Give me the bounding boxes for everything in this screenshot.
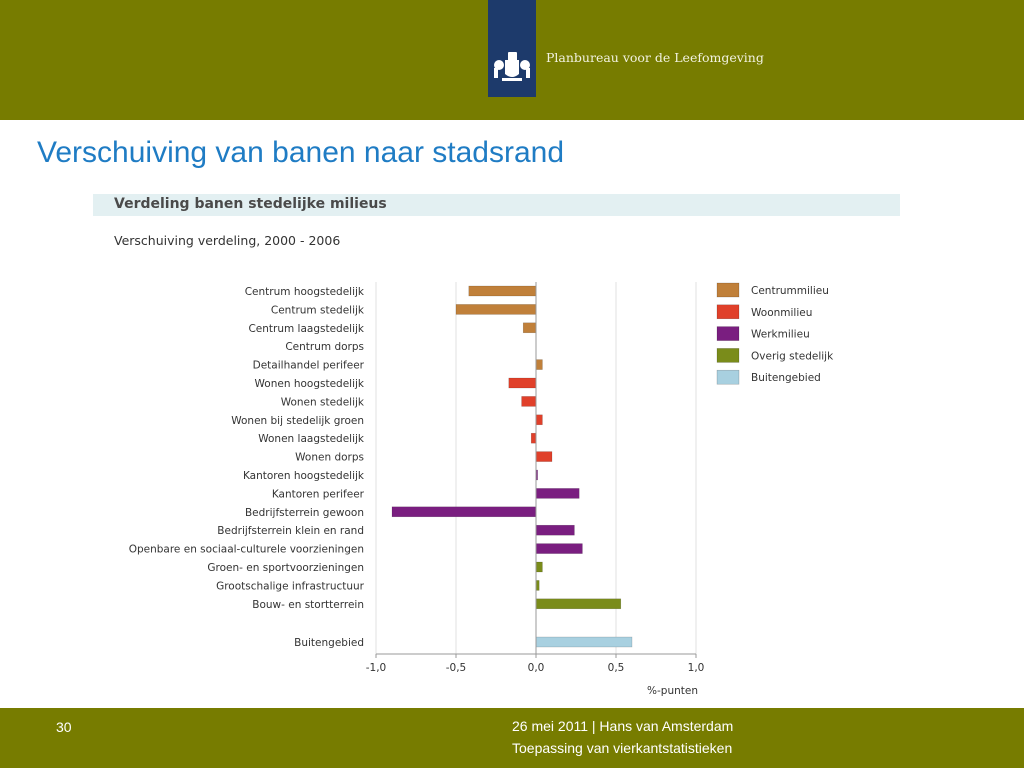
category-label: Wonen hoogstedelijk <box>254 378 364 390</box>
footer-presentation-title: Toepassing van vierkantstatistieken <box>512 740 733 756</box>
bar <box>469 286 536 296</box>
category-label: Bedrijfsterrein klein en rand <box>217 525 364 538</box>
x-tick-label: 0,0 <box>527 662 545 674</box>
category-label: Centrum hoogstedelijk <box>244 286 364 298</box>
category-label: Wonen dorps <box>295 451 364 464</box>
organization-name: Planbureau voor de Leefomgeving <box>546 50 764 65</box>
bar <box>509 378 536 388</box>
footer-bar <box>0 708 1024 768</box>
category-label: Bedrijfsterrein gewoon <box>244 506 364 519</box>
category-label: Centrum stedelijk <box>270 304 364 317</box>
category-label: Wonen bij stedelijk groen <box>231 414 364 427</box>
chart-title: Verdeling banen stedelijke milieus <box>114 196 387 212</box>
bar <box>523 323 536 333</box>
bar <box>536 452 552 462</box>
legend-label: Overig stedelijk <box>751 350 834 363</box>
category-label: Buitengebied <box>294 637 364 649</box>
footer-date-author: 26 mei 2011 | Hans van Amsterdam <box>512 718 734 734</box>
bar <box>522 396 536 406</box>
bar <box>392 507 536 517</box>
legend-swatch <box>717 283 739 297</box>
legend-label: Woonmilieu <box>751 306 813 319</box>
category-label: Kantoren hoogstedelijk <box>242 470 364 482</box>
bar <box>456 304 536 314</box>
legend-label: Werkmilieu <box>751 328 810 341</box>
bar <box>536 599 621 609</box>
category-label: Openbare en sociaal-culturele voorzieningen <box>128 543 364 556</box>
x-tick-label: -0,5 <box>445 662 467 674</box>
x-tick-label: 0,5 <box>607 662 625 674</box>
chart-subtitle: Verschuiving verdeling, 2000 - 2006 <box>114 233 341 248</box>
bar <box>531 433 536 443</box>
x-axis-label: %-punten <box>647 685 698 697</box>
category-label: Centrum dorps <box>285 341 364 354</box>
category-label: Grootschalige infrastructuur <box>216 580 364 593</box>
legend-swatch <box>717 305 739 319</box>
slide-title: Verschuiving van banen naar stadsrand <box>37 136 565 169</box>
legend-label: Buitengebied <box>751 372 821 385</box>
x-tick-label: 1,0 <box>687 662 705 674</box>
legend-label: Centrummilieu <box>751 285 829 297</box>
bar <box>536 360 542 370</box>
category-label: Detailhandel perifeer <box>252 359 364 372</box>
bar <box>536 415 542 425</box>
category-label: Wonen laagstedelijk <box>258 433 364 446</box>
category-label: Wonen stedelijk <box>280 396 364 409</box>
category-label: Bouw- en stortterrein <box>252 598 364 611</box>
legend-swatch <box>717 348 739 362</box>
category-label: Centrum laagstedelijk <box>248 322 364 335</box>
slide-number: 30 <box>56 719 72 735</box>
category-label: Groen- en sportvoorzieningen <box>207 562 364 574</box>
bar <box>536 488 579 498</box>
bar <box>536 525 574 535</box>
category-label: Kantoren perifeer <box>271 488 364 501</box>
bar <box>536 637 632 647</box>
bar <box>536 544 582 554</box>
x-tick-label: -1,0 <box>365 662 387 674</box>
legend-swatch <box>717 327 739 341</box>
bar <box>536 562 542 572</box>
legend-swatch <box>717 370 739 384</box>
